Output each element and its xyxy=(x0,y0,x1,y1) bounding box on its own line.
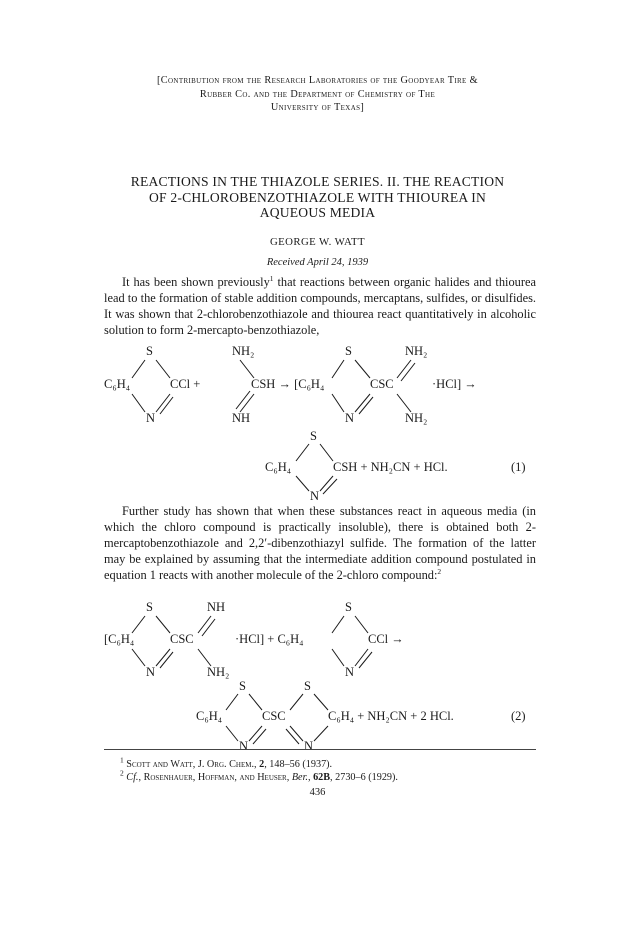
eq1-product-tail: CSH + NH₂CN + HCl. xyxy=(333,460,448,474)
title-line-2: OF 2-CHLOROBENZOTHIAZOLE WITH THIOUREA IN xyxy=(149,189,486,205)
eq1-nh: NH xyxy=(232,411,251,425)
eq2-s-atom-4: S xyxy=(304,679,311,693)
eq2-c6h4-product: C₆H₄ xyxy=(196,709,223,723)
paragraph-2-text: Further study has shown that when these substances react in aqueous media (in which the chloro compound is practically insoluble), there is obtained both 2-mercaptobenzothiazole and 2,2′-dibenzothiazyl sulfide. The formation of the latter may be explained by assuming that the intermediate addition compound postulated in equation 1 reacts with another molecule of the 2-chloro compound: xyxy=(104,504,536,582)
eq2-bond xyxy=(160,652,173,668)
eq1-bond xyxy=(401,363,415,381)
eq2-s-atom-3: S xyxy=(239,679,246,693)
eq1-label: (1) xyxy=(511,460,526,474)
eq2-bond xyxy=(202,619,215,636)
eq2-bond xyxy=(249,694,262,710)
footnote-1-mark: 1 xyxy=(120,755,124,765)
footnote-2-mark: 2 xyxy=(120,768,124,778)
footnote-ref-2: 2 xyxy=(437,566,442,576)
contribution-note xyxy=(80,74,555,115)
eq2-bond xyxy=(198,649,211,666)
eq2-csc-product: CSC xyxy=(262,709,286,723)
eq1-bond xyxy=(236,391,250,409)
eq1-c6h4-1: C₆H₄ xyxy=(104,377,131,391)
contribution-line-1: [Contribution from the Research Laboratories of the Goodyear Tire & xyxy=(157,75,478,86)
received-date: Received April 24, 1939 xyxy=(266,257,369,268)
eq2-nh2: NH₂ xyxy=(207,665,230,679)
eq1-n-atom-3: N xyxy=(310,489,320,500)
footnote-2 xyxy=(120,768,540,784)
eq2-bond xyxy=(290,694,303,710)
paragraph-2 xyxy=(104,503,536,583)
eq1-c6h4-product: C₆H₄ xyxy=(265,460,292,474)
eq2-bond xyxy=(132,649,145,666)
footnote-1 xyxy=(120,755,540,771)
contribution-line-3: University of Texas] xyxy=(270,102,365,114)
eq1-bond xyxy=(355,360,370,378)
eq1-bond xyxy=(132,394,145,412)
eq2-bond xyxy=(314,726,328,741)
eq1-hcl-bracket: ·HCl] → xyxy=(432,377,477,391)
eq1-n-atom-1: N xyxy=(146,411,156,425)
footnote-2-cf: Cf. xyxy=(126,772,139,783)
equation-2 xyxy=(0,595,635,750)
title-line-1: REACTIONS IN THE THIAZOLE SERIES. II. THE REACTION xyxy=(130,174,505,189)
eq1-bond xyxy=(397,360,411,378)
article-title xyxy=(70,174,565,221)
eq2-bond xyxy=(355,649,368,666)
eq2-n-atom-3: N xyxy=(239,739,249,750)
eq2-s-atom-1: S xyxy=(146,600,153,614)
eq2-bond xyxy=(286,729,299,744)
eq1-bond xyxy=(240,360,254,378)
footnote-1-authors: Scott and Watt xyxy=(126,759,193,770)
eq1-s-atom-2: S xyxy=(345,344,352,358)
footnote-2-volume: 62B xyxy=(313,772,331,783)
eq2-s-atom-2: S xyxy=(345,600,352,614)
eq2-label: (2) xyxy=(511,709,526,723)
paragraph-1-text-a: It has been shown previously xyxy=(122,275,270,289)
eq2-nh: NH xyxy=(207,600,226,614)
eq1-bond xyxy=(296,476,309,491)
eq2-n-atom-1: N xyxy=(146,665,156,679)
eq1-bond xyxy=(296,444,309,461)
eq1-nh2-lower: NH₂ xyxy=(405,411,428,425)
footnote-2-pages: , 2730–6 (1929). xyxy=(330,772,398,783)
eq1-csc: CSC xyxy=(370,377,394,391)
footnote-ref-1: 1 xyxy=(269,273,274,283)
eq2-bond xyxy=(132,616,145,633)
eq1-bond xyxy=(160,397,173,414)
eq1-bond xyxy=(320,476,333,491)
footnote-divider xyxy=(104,749,536,750)
eq2-bond xyxy=(332,616,344,633)
eq2-bond xyxy=(253,729,266,744)
footnote-1-journal: , J. Org. Chem., xyxy=(192,759,260,770)
eq2-hcl-plus: ·HCl] + C₆H₄ xyxy=(235,632,304,646)
footnote-2-authors: , Rosenhauer, Hoffman, and Heuser xyxy=(138,772,287,783)
eq2-bond xyxy=(226,694,238,710)
eq1-bond xyxy=(332,394,344,412)
paragraph-1 xyxy=(104,274,536,338)
eq1-s-atom-3: S xyxy=(310,429,317,443)
eq2-bond xyxy=(198,616,211,633)
eq2-n-atom-2: N xyxy=(345,665,355,679)
eq2-n-atom-4: N xyxy=(304,739,314,750)
eq2-bond xyxy=(314,694,328,710)
eq2-bond xyxy=(332,649,344,666)
eq2-csc: CSC xyxy=(170,632,194,646)
title-line-3: AQUEOUS MEDIA xyxy=(259,205,376,221)
eq1-nh2-upper: NH₂ xyxy=(405,344,428,358)
footnote-1-volume: 2 xyxy=(259,759,265,770)
eq2-product-tail: C₆H₄ + NH₂CN + 2 HCl. xyxy=(328,709,454,723)
paragraph-1-text-b: that reactions between organic halides and thiourea lead to the formation of stable addition compounds, mercaptans, sulfides, or disulfides. It was shown that 2-chlorobenzothiazole and thiourea react quantitatively in alcoholic solution to form 2-mercapto-benzothiazole, xyxy=(104,275,536,337)
author-name: GEORGE W. WATT xyxy=(269,236,366,248)
equation-1 xyxy=(0,340,635,500)
eq1-bond xyxy=(332,360,344,378)
footnote-1-pages: , 148–56 (1937). xyxy=(264,759,333,770)
eq2-bond xyxy=(290,726,303,741)
eq2-ccl-arrow: CCl → xyxy=(368,632,404,646)
eq1-s-atom-1: S xyxy=(146,344,153,358)
eq1-bond xyxy=(132,360,145,378)
eq1-bond xyxy=(323,479,337,494)
eq2-bond xyxy=(355,616,368,633)
eq1-ccl: CCl + xyxy=(170,377,201,391)
eq2-bond xyxy=(359,652,372,668)
eq1-nh2-top: NH₂ xyxy=(232,344,255,358)
eq1-bond xyxy=(240,394,254,412)
footnote-2-journal: , Ber., xyxy=(286,772,314,783)
eq2-bond xyxy=(226,726,238,741)
eq2-bond xyxy=(249,726,262,741)
page-number: 436 xyxy=(309,787,326,798)
eq1-bond xyxy=(156,360,170,378)
contribution-line-2: Rubber Co. and the Department of Chemistry of The xyxy=(199,88,436,100)
eq1-bond xyxy=(320,444,333,461)
eq1-bond xyxy=(397,394,411,412)
eq2-bond xyxy=(156,616,170,633)
eq1-csh-arrow: CSH → [C₆H₄ xyxy=(251,377,325,391)
eq2-bracket-c6h4: [C₆H₄ xyxy=(104,632,135,646)
eq1-n-atom-2: N xyxy=(345,411,355,425)
